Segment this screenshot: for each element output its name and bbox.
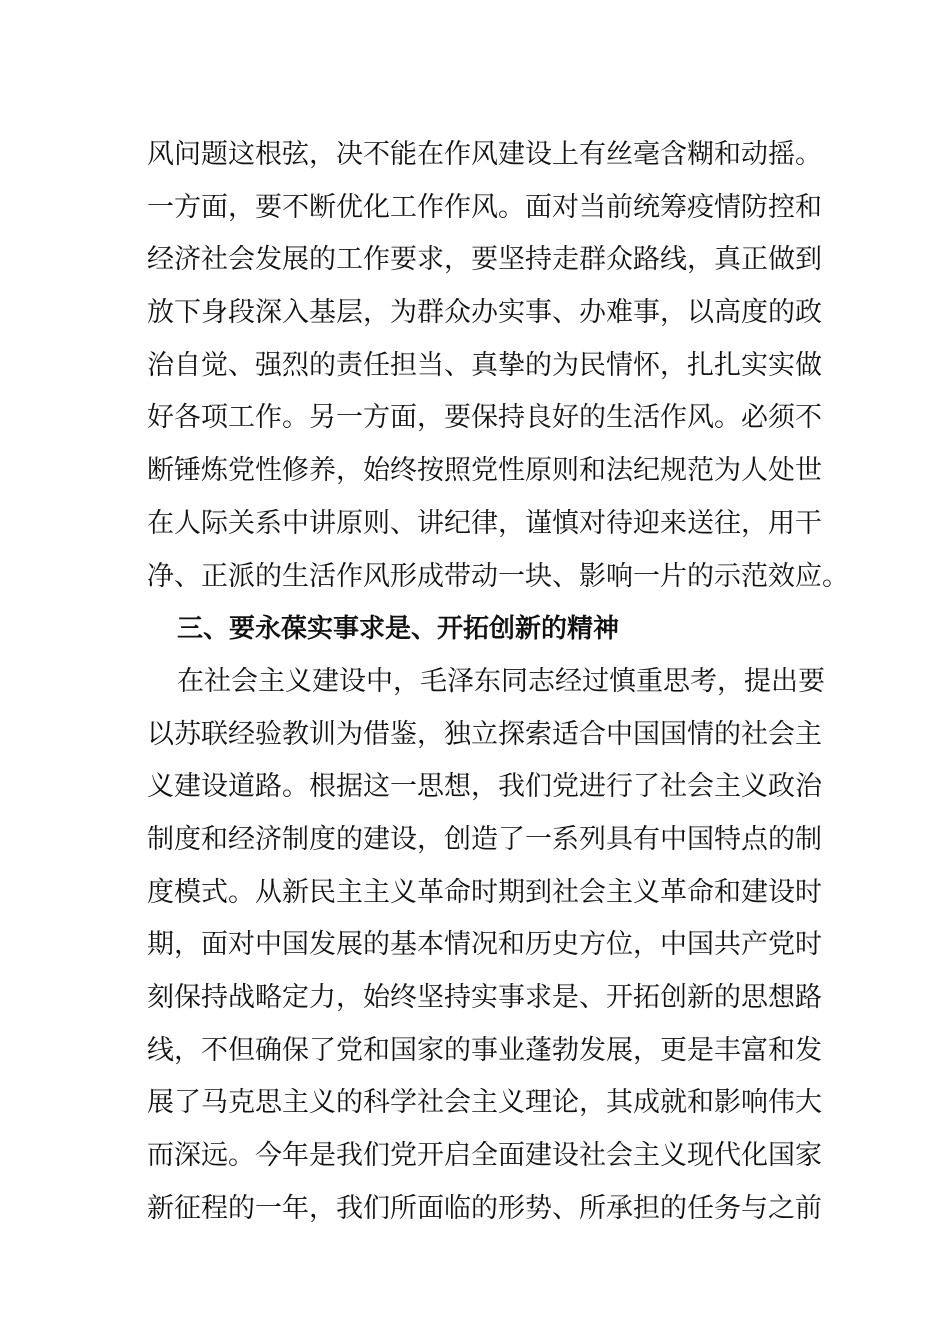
text-line: 放下身段深入基层，为群众办实事、办难事，以高度的政 <box>147 297 822 329</box>
text-line: 以苏联经验教训为借鉴，独立探索适合中国国情的社会主 <box>147 718 822 750</box>
text-line: 治自觉、强烈的责任担当、真挚的为民情怀，扎扎实实做 <box>147 349 822 381</box>
text-line: 刻保持战略定力，始终坚持实事求是、开拓创新的思想路 <box>147 982 822 1013</box>
text-line: 在社会主义建设中，毛泽东同志经过慎重思考，提出要 <box>177 665 825 697</box>
body-text <box>147 129 849 1235</box>
text-line: 在人际关系中讲原则、讲纪律，谨慎对待迎来送往，用干 <box>147 507 822 539</box>
text-line: 线，不但确保了党和国家的事业蓬勃发展，更是丰富和发 <box>147 1034 822 1066</box>
text-line: 展了马克思主义的科学社会主义理论，其成就和影响伟大 <box>147 1087 822 1119</box>
text-line: 度模式。从新民主主义革命时期到社会主义革命和建设时 <box>147 876 822 908</box>
text-line: 净、正派的生活作风形成带动一块、影响一片的示范效应。 <box>147 560 849 592</box>
text-line: 新征程的一年，我们所面临的形势、所承担的任务与之前 <box>147 1192 822 1224</box>
text-line: 断锤炼党性修养，始终按照党性原则和法纪规范为人处世 <box>147 455 822 487</box>
section-heading: 三、要永葆实事求是、开拓创新的精神 <box>177 614 620 645</box>
text-line: 一方面，要不断优化工作作风。面对当前统筹疫情防控和 <box>147 191 822 223</box>
text-line: 制度和经济制度的建设，创造了一系列具有中国特点的制 <box>147 823 822 855</box>
text-line: 义建设道路。根据这一思想，我们党进行了社会主义政治 <box>147 771 822 803</box>
text-line: 期，面对中国发展的基本情况和历史方位，中国共产党时 <box>147 929 822 961</box>
text-line: 经济社会发展的工作要求，要坚持走群众路线，真正做到 <box>147 244 822 276</box>
text-line: 而深远。今年是我们党开启全面建设社会主义现代化国家 <box>147 1140 822 1172</box>
text-line: 风问题这根弦，决不能在作风建设上有丝毫含糊和动摇。 <box>147 139 822 170</box>
text-line: 好各项工作。另一方面，要保持良好的生活作风。必须不 <box>147 402 822 434</box>
